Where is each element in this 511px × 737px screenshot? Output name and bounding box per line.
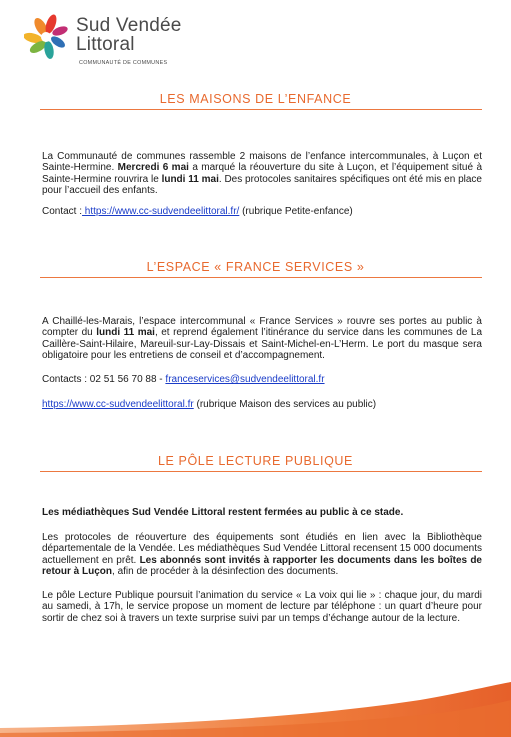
france-services-website: https://www.cc-sudvendeelittoral.fr (rubrique Maison des services au public) — [42, 399, 377, 410]
section-divider — [40, 109, 482, 110]
section-title-maisons-enfance: LES MAISONS DE L’ENFANCE — [159, 92, 352, 106]
france-services-contacts: Contacts : 02 51 56 70 88 - franceservices@sudvendeelittoral.fr — [42, 374, 325, 385]
brand-name-line2: Littoral — [76, 34, 135, 55]
lecture-publique-lead: Les médiathèques Sud Vendée Littoral restent fermées au public à ce stade. — [42, 507, 404, 518]
highlight-text: Les abonnés sont invités à rapporter les documents dans les boîtes de retour à Luçon — [42, 554, 482, 578]
website-link[interactable]: https://www.cc-sudvendeelittoral.fr/ — [82, 206, 240, 217]
date-highlight: lundi 11 mai — [96, 327, 155, 339]
section-divider — [40, 471, 482, 472]
section-title-france-services: L’ESPACE « FRANCE SERVICES » — [146, 260, 365, 274]
maisons-enfance-contact: Contact : https://www.cc-sudvendeelittoral.fr/ (rubrique Petite-enfance) — [42, 206, 353, 217]
maisons-enfance-paragraph: La Communauté de communes rassemble 2 maisons de l’enfance intercommunales, à Luçon et Sainte-Hermine. Mercredi 6 mai a marqué la réouverture du site à Luçon, et l’équipement situé à Sainte-Hermine rouvrira le lundi 11 mai. Des protocoles sanitaires spécifiques ont été mis en place pour l’accueil des enfants. — [42, 151, 482, 197]
brand-logo — [24, 12, 204, 72]
email-link[interactable]: franceservices@sudvendeelittoral.fr — [165, 374, 325, 385]
section-title-lecture-publique: LE PÔLE LECTURE PUBLIQUE — [157, 454, 353, 468]
brand-name-line1: Sud Vendée — [76, 15, 182, 36]
date-highlight: lundi 11 mai — [161, 173, 219, 185]
website-link[interactable]: https://www.cc-sudvendeelittoral.fr — [42, 399, 194, 410]
flower-logo-icon — [24, 12, 74, 62]
brand-subtitle: COMMUNAUTÉ DE COMMUNES — [79, 60, 168, 66]
lecture-publique-paragraph: Les protocoles de réouverture des équipements sont étudiés en lien avec la Bibliothèque départementale de la Vendée. Les médiathèques Sud Vendée Littoral recensent 15 000 documents actuellement en prêt. Les abonnés sont invités à rapporter les documents dans les boîtes de retour à Luçon, afin de procéder à la désinfection des documents. — [42, 532, 482, 578]
date-highlight: Mercredi 6 mai — [117, 162, 189, 174]
section-divider — [40, 277, 482, 278]
lecture-publique-voix-qui-lie: Le pôle Lecture Publique poursuit l’animation du service « La voix qui lie » : chaque jour, du mardi au samedi, à 17h, le service propose un moment de lecture par téléphone : un quart d’heure pour sortir de chez soi à travers un texte surprise suivi par un temps d’échange autour de la lecture. — [42, 590, 482, 624]
france-services-paragraph: A Chaillé-les-Marais, l’espace intercommunal « France Services » rouvre ses portes au public à compter du lundi 11 mai, et reprend également l’itinérance du service dans les communes de La Caillère-Saint-Hilaire, Mareuil-sur-Lay-Dissais et Saint-Michel-en-L’Herm. Le port du masque sera obligatoire pour les entretiens de conseil et d’accompagnement. — [42, 316, 482, 362]
footer-wave-decoration — [0, 680, 511, 737]
